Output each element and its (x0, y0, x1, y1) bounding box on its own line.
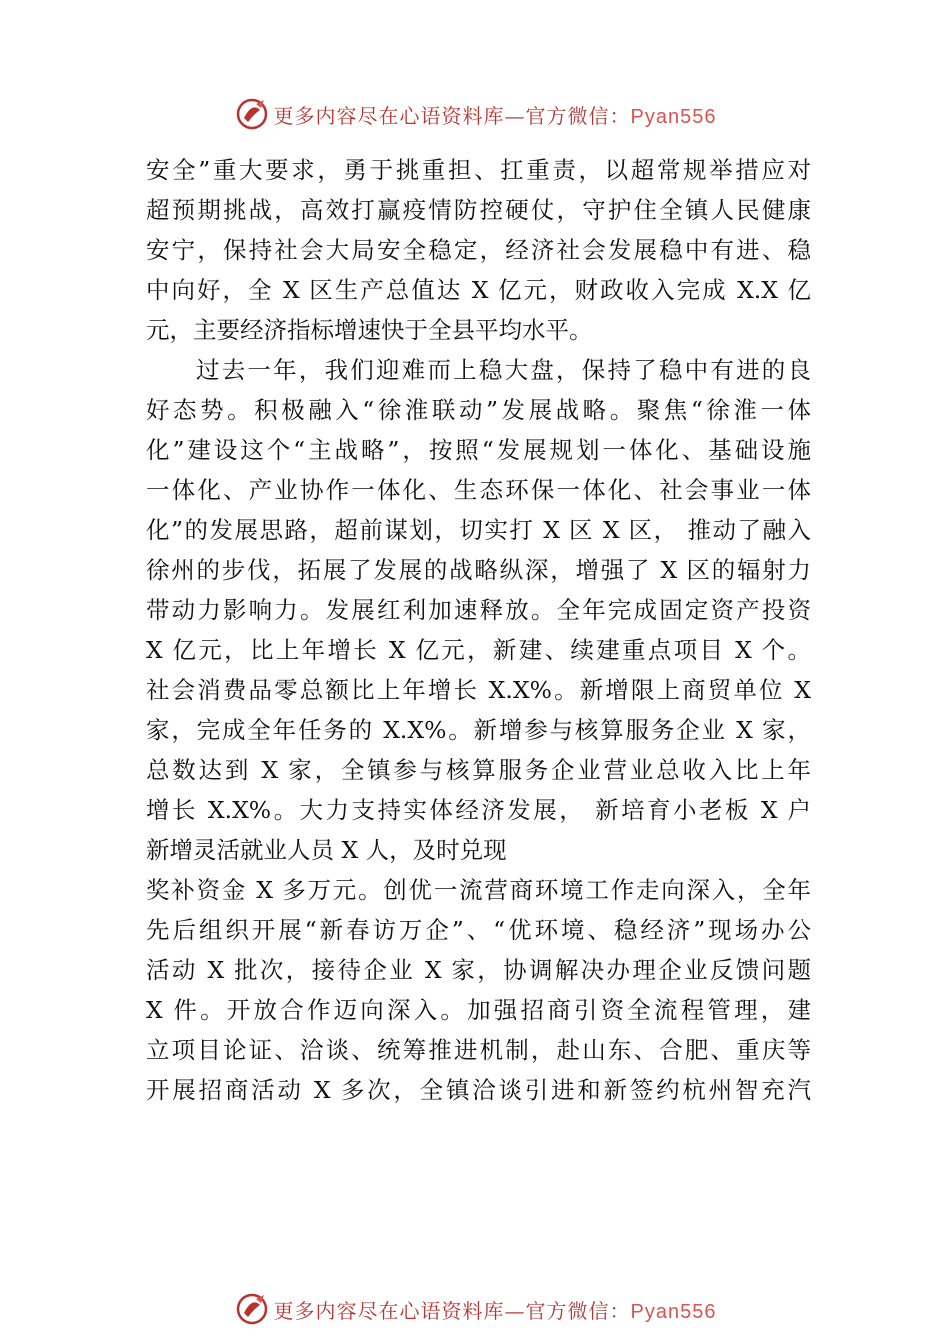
body-line: 过去一年，我们迎难而上稳大盘，保持了稳中有进的良 (196, 356, 811, 384)
body-line: 元，主要经济指标增速快于全县平均水平。 (146, 316, 593, 344)
body-line: 好态势。积极融入“徐淮联动”发展战略。聚焦“徐淮一体 (146, 396, 811, 424)
body-line: X 亿元，比上年增长 X 亿元，新建、续建重点项目 X 个。 (146, 636, 811, 664)
body-line: 新增灵活就业人员 X 人，及时兑现 (146, 836, 507, 864)
body-line: 家，完成全年任务的 X.X%。新增参与核算服务企业 X 家， (146, 716, 811, 744)
body-line: 开展招商活动 X 多次，全镇洽谈引进和新签约杭州智充汽 (146, 1076, 811, 1104)
header-official-label: 官方微信： (525, 103, 631, 128)
footer-brand-text: 更多内容尽在心语资料库 (273, 1298, 505, 1323)
body-line: 超预期挑战，高效打赢疫情防控硬仗，守护住全镇人民健康 (146, 196, 811, 224)
body-line: 总数达到 X 家，全镇参与核算服务企业营业总收入比上年 (146, 756, 811, 784)
body-line: 立项目论证、洽谈、统筹推进机制，赴山东、合肥、重庆等 (146, 1036, 811, 1064)
footer-official-label: 官方微信： (525, 1298, 631, 1323)
brand-logo-icon (234, 96, 270, 132)
body-line: 中向好，全 X 区生产总值达 X 亿元，财政收入完成 X.X 亿 (146, 276, 811, 304)
body-line: 社会消费品零总额比上年增长 X.X%。新增限上商贸单位 X (146, 676, 811, 704)
footer-banner (0, 1287, 950, 1331)
body-line: 增长 X.X%。大力支持实体经济发展， 新培育小老板 X 户 (146, 796, 811, 824)
body-line: 化”的发展思路，超前谋划，切实打 X 区 X 区， 推动了融入 (146, 516, 811, 544)
document-body (146, 150, 811, 1110)
footer-wechat-id: Pyan556 (630, 1300, 717, 1323)
body-line: 安宁，保持社会大局安全稳定，经济社会发展稳中有进、稳 (146, 236, 811, 264)
body-line: 奖补资金 X 多万元。创优一流营商环境工作走向深入，全年 (146, 876, 811, 904)
brand-logo-icon (234, 1291, 270, 1327)
body-line: 带动力影响力。发展红利加速释放。全年完成固定资产投资 (146, 596, 811, 624)
body-line: 化”建设这个“主战略”，按照“发展规划一体化、基础设施 (146, 436, 811, 464)
body-line: 活动 X 批次，接待企业 X 家，协调解决办理企业反馈问题 (146, 956, 811, 984)
footer-dash: — (504, 1298, 526, 1323)
body-line: 安全”重大要求，勇于挑重担、扛重责，以超常规举措应对 (146, 156, 811, 184)
header-brand-text: 更多内容尽在心语资料库 (273, 103, 505, 128)
body-line: 一体化、产业协作一体化、生态环保一体化、社会事业一体 (146, 476, 811, 504)
body-line: 先后组织开展“新春访万企”、“优环境、稳经济”现场办公 (146, 916, 811, 944)
header-wechat-id: Pyan556 (630, 105, 717, 128)
header-banner (0, 92, 950, 136)
body-line: 徐州的步伐，拓展了发展的战略纵深，增强了 X 区的辐射力 (146, 556, 811, 584)
header-dash: — (504, 103, 526, 128)
body-line: X 件。开放合作迈向深入。加强招商引资全流程管理，建 (146, 996, 811, 1024)
